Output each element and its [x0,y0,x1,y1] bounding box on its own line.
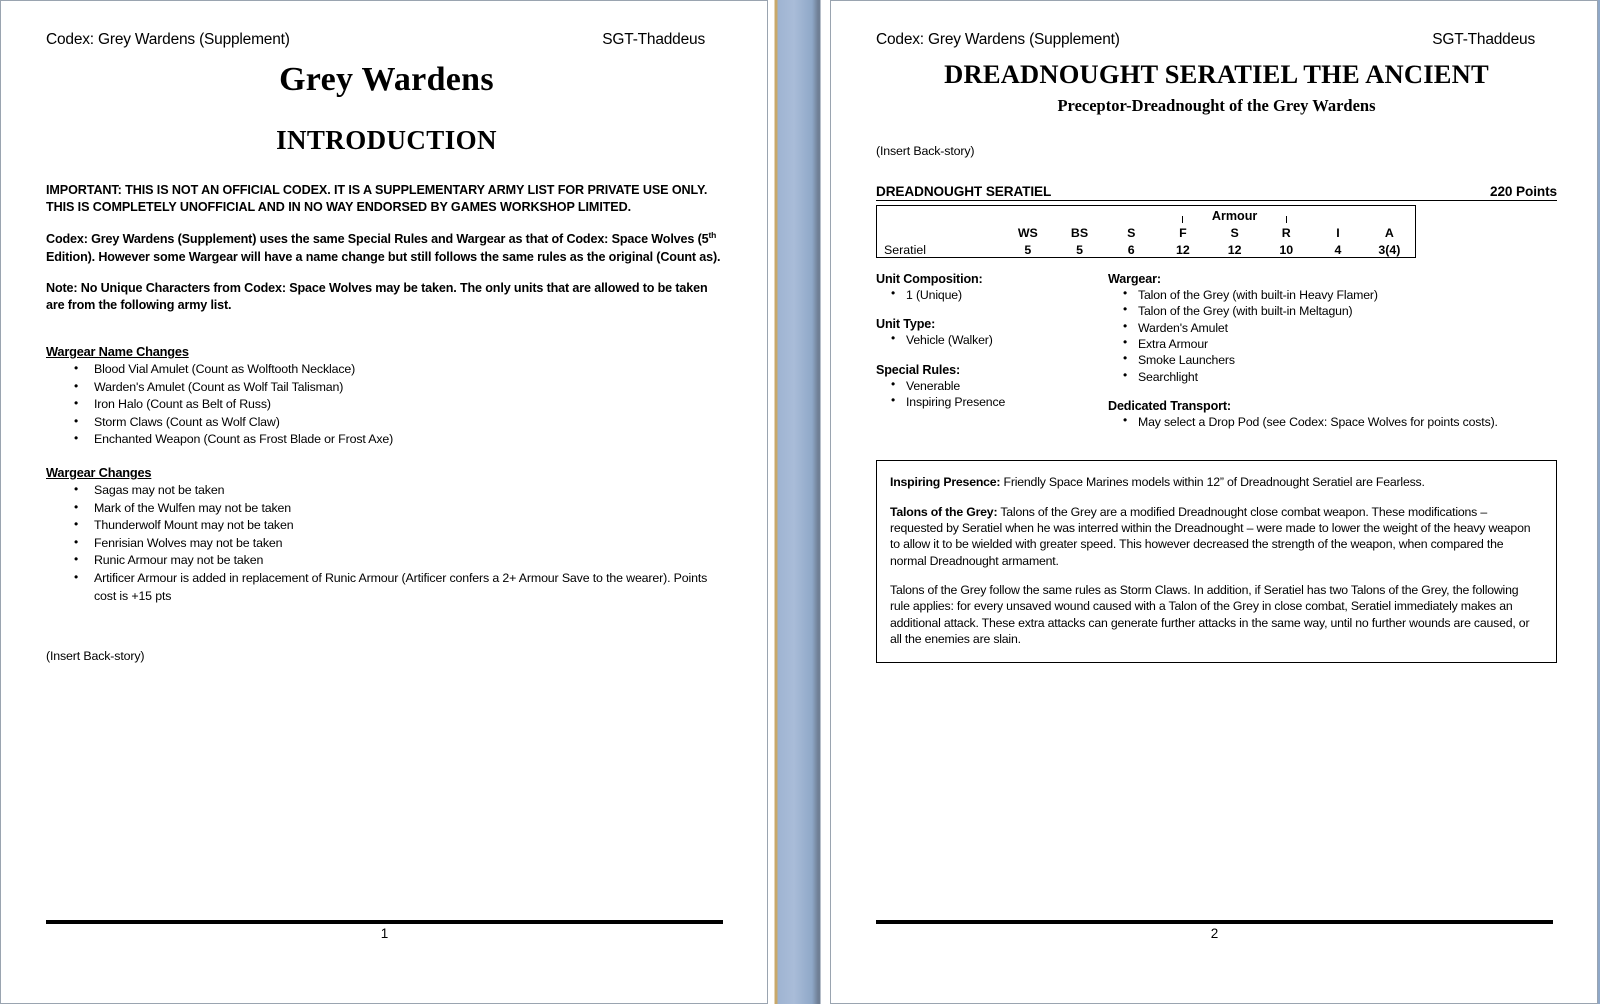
list-wargear [1108,287,1557,385]
list-item: • Enchanted Weapon (Count as Frost Blade or Frost Axe) [92,431,727,449]
list-dedicated-transport [1108,414,1557,430]
backstory-placeholder: (Insert Back-story) [876,144,975,158]
codex-basis-paragraph [46,230,727,265]
list-item: • Extra Armour [1138,336,1557,352]
stat-value-ws: 5 [1002,240,1054,258]
list-special-rules [876,378,1108,411]
page-number: 2 [1210,926,1219,941]
group-dedicated-transport [1108,399,1557,430]
codex-basis-b: Edition). However some Wargear will have a name change but still follows the same rules as the original (Count as). [46,249,721,264]
rule-name-talons-of-the-grey: Talons of the Grey: [890,504,998,519]
list-item: • 1 (Unique) [906,287,1108,303]
stat-header-side-armour: S [1230,226,1239,240]
running-head [876,31,1557,49]
tick-icon [1286,216,1287,223]
list-item: • Warden's Amulet (Count as Wolf Tail Talisman) [92,379,727,397]
statline-table-wrapper [876,205,1416,258]
rule-talons-of-the-grey-continued: Talons of the Grey follow the same rules as Storm Claws. In addition, if Seratiel has two Talons of the Grey, the following rule applies: for every unsaved wound caused with a Talon of the Grey in close combat, Seratiel immediately makes an additional attack. These extra attacks can generate further attacks in the same way, until no further wounds are caused, or all the enemies are slain. [890,583,1530,647]
page-number: 1 [380,926,389,941]
rule-text-inspiring-presence: Friendly Space Marines models within 12” of Dreadnought Seratiel are Fearless. [1000,475,1425,490]
stat-value-a: 3(4) [1364,240,1416,258]
unit-entry-bar [876,184,1557,201]
stat-value-front-armour: 12 [1157,240,1209,258]
stat-value-s: 6 [1105,240,1157,258]
rule-name-inspiring-presence: Inspiring Presence: [890,475,1001,490]
list-item: • Sagas may not be taken [92,482,727,500]
unit-points-cost: 220 Points [1490,184,1557,199]
list-item: • Talon of the Grey (with built-in Meltagun) [1138,303,1557,319]
list-unit-composition [876,287,1108,303]
list-wargear-changes [46,482,727,605]
list-item: • Mark of the Wulfen may not be taken [92,500,727,518]
list-item: • Artificer Armour is added in replacement of Runic Armour (Artificer confers a 2+ Armour Save to the wearer). Points cost is +15 pts [92,570,727,605]
stat-header-ws: WS [1017,226,1038,240]
heading-wargear-name-changes: Wargear Name Changes [46,343,189,359]
armour-tick-right [1260,206,1312,224]
backstory-placeholder: (Insert Back-story) [46,649,145,664]
stat-value-bs: 5 [1054,240,1106,258]
unit-details-columns [876,272,1557,444]
page-1 [0,0,768,1004]
list-item: • Runic Armour may not be taken [92,552,727,570]
list-item: • Warden's Amulet [1138,320,1557,336]
codex-basis-a: Codex: Grey Wardens (Supplement) uses the same Special Rules and Wargear as that of Codex: Space Wolves (5 [46,232,709,247]
list-item: • Vehicle (Walker) [906,332,1108,348]
running-head-left: Codex: Grey Wardens (Supplement) [46,31,290,48]
stat-header-bs: BS [1070,226,1089,240]
unit-details-left-column [876,272,1108,444]
unit-name: DREADNOUGHT SERATIEL [876,184,1052,199]
list-item: • Iron Halo (Count as Belt of Russ) [92,396,727,414]
statline-table [876,205,1416,258]
tick-icon [1182,216,1183,223]
armour-spacer-ws [1002,206,1054,224]
heading-wargear-changes: Wargear Changes [46,464,152,480]
group-unit-type [876,317,1108,348]
stat-header-front-armour: F [1179,226,1187,240]
running-head-right: SGT-Thaddeus [1432,31,1535,48]
special-rules-box [876,460,1557,662]
stat-header-a: A [1384,226,1394,240]
list-item: • Storm Claws (Count as Wolf Claw) [92,414,727,432]
heading-wargear: Wargear: [1108,272,1161,286]
stat-header-rear-armour: R [1281,226,1291,240]
page-2-content [831,1,1597,1003]
list-item: • May select a Drop Pod (see Codex: Space Wolves for points costs). [1138,414,1557,430]
running-head-left: Codex: Grey Wardens (Supplement) [876,31,1120,48]
stat-value-rear-armour: 10 [1260,240,1312,258]
running-head [46,31,727,49]
heading-dedicated-transport: Dedicated Transport: [1108,399,1231,414]
heading-unit-composition: Unit Composition: [876,272,983,286]
page-title: Grey Wardens [279,61,494,98]
footer-rule [46,920,723,924]
page-2-footer [876,920,1553,941]
list-item: • Smoke Launchers [1138,352,1557,368]
introduction-body [46,182,727,663]
page-2 [830,0,1598,1004]
unique-characters-note: Note: No Unique Characters from Codex: Space Wolves may be taken. The only units that are allowed to be taken are from the following army list. [46,280,708,312]
important-text: THIS IS NOT AN OFFICIAL CODEX. IT IS A SUPPLEMENTARY ARMY LIST FOR PRIVATE USE ONLY. THIS IS COMPLETELY UNOFFICIAL AND IN NO WAY ENDORSED BY GAMES WORKSHOP LIMITED. [46,183,708,215]
unit-page-subtitle: Preceptor-Dreadnought of the Grey Wardens [1057,96,1376,115]
page-1-content [1,1,767,1003]
rule-inspiring-presence [890,474,1540,490]
list-item: • Searchlight [1138,369,1557,385]
rule-talons-of-the-grey [890,504,1540,569]
armour-spacer-i [1312,206,1364,224]
armour-row-spacer [877,206,1003,224]
list-item: • Blood Vial Amulet (Count as Wolftooth Necklace) [92,361,727,379]
heading-special-rules: Special Rules: [876,362,960,377]
list-wargear-name-changes [46,361,727,449]
armour-spacer-a [1364,206,1416,224]
armour-group-label: Armour [1211,209,1258,223]
unit-page-title: DREADNOUGHT SERATIEL THE ANCIENT [944,59,1489,89]
armour-spacer-bs [1054,206,1106,224]
list-item: • Inspiring Presence [906,394,1108,410]
running-head-right: SGT-Thaddeus [602,31,705,48]
page-1-footer [46,920,723,941]
list-unit-type [876,332,1108,348]
statline-header-row [877,223,1416,240]
heading-unit-type: Unit Type: [876,317,936,332]
statline-value-row [877,240,1416,258]
stat-header-s: S [1127,226,1136,240]
group-wargear [1108,272,1557,385]
important-notice [46,182,727,216]
stat-value-side-armour: 12 [1209,240,1261,258]
footer-rule [876,920,1553,924]
rule-text-talons-of-the-grey: Talons of the Grey are a modified Dreadnought close combat weapon. These modifications – requested by Seratiel when he was interred within the Dreadnought – were made to lower the weight of the heavy weapon to allow it to be wielded with greater speed. This however decreased the strength of the weapon, when compared the normal Dreadnought armament. [890,504,1531,568]
list-item: • Fenrisian Wolves may not be taken [92,535,727,553]
armour-header-row [877,206,1416,224]
group-special-rules [876,363,1108,411]
list-item: • Talon of the Grey (with built-in Heavy Flamer) [1138,287,1557,303]
edition-superscript: th [708,230,717,241]
page-gutter [768,0,830,1004]
list-item: • Venerable [906,378,1108,394]
armour-spacer-s [1105,206,1157,224]
armour-tick-left [1157,206,1209,224]
section-heading-introduction: INTRODUCTION [276,125,497,155]
important-label: IMPORTANT: [46,183,122,197]
stat-value-i: 4 [1312,240,1364,258]
list-item: • Thunderwolf Mount may not be taken [92,517,727,535]
statline-name-header [877,223,1003,240]
unit-details-right-column [1108,272,1557,444]
stat-header-i: I [1336,226,1340,240]
statline-unit-name: Seratiel [877,240,1003,258]
group-unit-composition [876,272,1108,303]
